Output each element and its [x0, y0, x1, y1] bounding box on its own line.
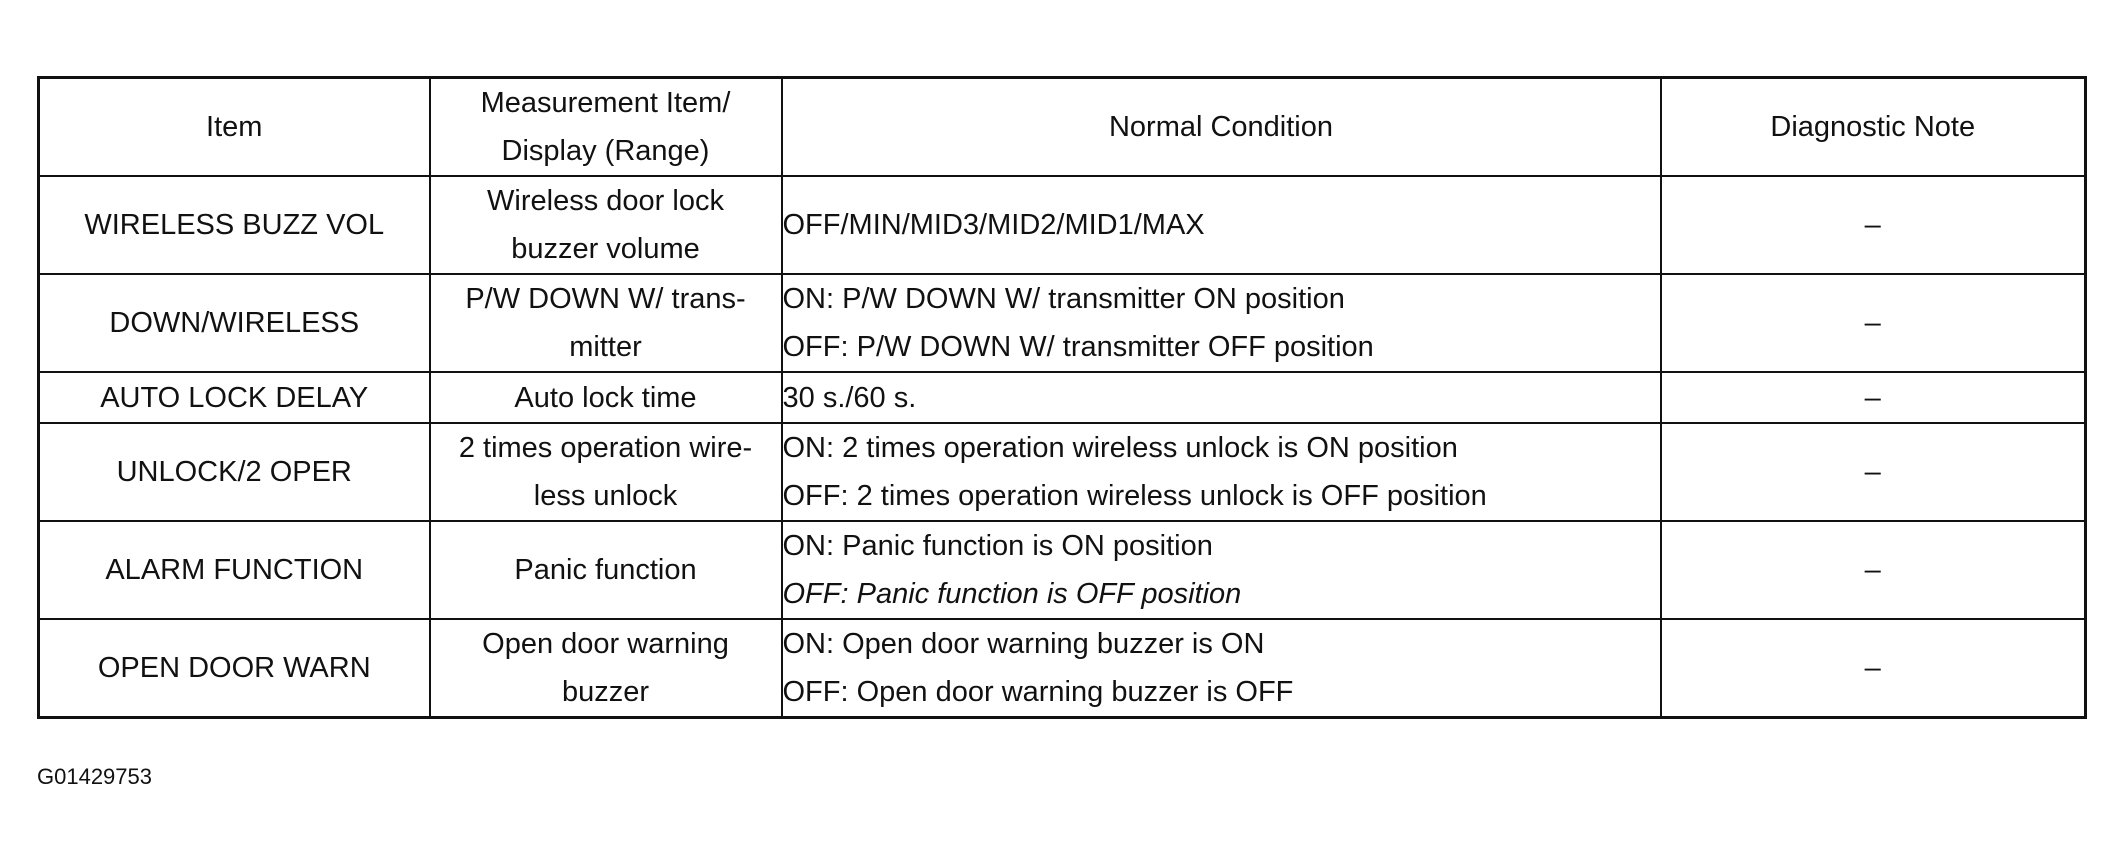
- table-row: [39, 423, 2086, 521]
- note-cell: –: [1661, 176, 2086, 274]
- condition-line: OFF: Panic function is OFF position: [782, 578, 1242, 610]
- header-measurement-line-2: Display (Range): [501, 135, 710, 167]
- measurement-line: buzzer volume: [511, 233, 700, 265]
- header-normal-condition: Normal Condition: [782, 78, 1661, 177]
- table-row: [39, 619, 2086, 718]
- table-header-row: [39, 78, 2086, 177]
- measurement-cell: [430, 176, 782, 274]
- measurement-cell: [430, 274, 782, 372]
- figure-id-caption: G01429753: [37, 764, 152, 789]
- condition-cell: [782, 521, 1661, 619]
- table-row: [39, 176, 2086, 274]
- condition-line: ON: Open door warning buzzer is ON: [782, 628, 1265, 660]
- note-cell: –: [1661, 619, 2086, 718]
- condition-cell: [782, 372, 1661, 423]
- item-cell: AUTO LOCK DELAY: [39, 372, 430, 423]
- measurement-line: P/W DOWN W/ trans-: [465, 283, 746, 315]
- condition-cell: [782, 423, 1661, 521]
- note-cell: –: [1661, 372, 2086, 423]
- header-diagnostic-note: Diagnostic Note: [1661, 78, 2086, 177]
- condition-line: OFF/MIN/MID3/MID2/MID1/MAX: [782, 209, 1205, 241]
- note-cell: –: [1661, 423, 2086, 521]
- condition-line: OFF: 2 times operation wireless unlock is OFF position: [782, 480, 1487, 512]
- measurement-line: mitter: [569, 331, 642, 363]
- table-row: [39, 274, 2086, 372]
- measurement-cell: [430, 521, 782, 619]
- note-cell: –: [1661, 274, 2086, 372]
- note-cell: –: [1661, 521, 2086, 619]
- condition-line: OFF: P/W DOWN W/ transmitter OFF position: [782, 331, 1374, 363]
- measurement-cell: [430, 619, 782, 718]
- condition-line: ON: Panic function is ON position: [782, 530, 1213, 562]
- condition-cell: [782, 619, 1661, 718]
- item-cell: ALARM FUNCTION: [39, 521, 430, 619]
- item-cell: UNLOCK/2 OPER: [39, 423, 430, 521]
- table-row: [39, 521, 2086, 619]
- header-measurement: [430, 78, 782, 177]
- measurement-line: buzzer: [561, 676, 650, 708]
- condition-line: OFF: Open door warning buzzer is OFF: [782, 676, 1294, 708]
- header-item: Item: [39, 78, 430, 177]
- data-list-table: [37, 76, 2087, 719]
- measurement-line: Open door warning: [482, 628, 729, 660]
- condition-line: 30 s./60 s.: [782, 381, 917, 414]
- measurement-line: less unlock: [533, 480, 678, 512]
- measurement-line: Auto lock time: [514, 381, 697, 414]
- item-cell: DOWN/WIRELESS: [39, 274, 430, 372]
- table-row: [39, 372, 2086, 423]
- item-cell: OPEN DOOR WARN: [39, 619, 430, 718]
- condition-line: ON: 2 times operation wireless unlock is ON position: [782, 432, 1458, 464]
- measurement-cell: [430, 423, 782, 521]
- measurement-cell: [430, 372, 782, 423]
- item-cell: WIRELESS BUZZ VOL: [39, 176, 430, 274]
- measurement-line: 2 times operation wire-: [458, 432, 753, 464]
- condition-cell: [782, 176, 1661, 274]
- condition-cell: [782, 274, 1661, 372]
- condition-line: ON: P/W DOWN W/ transmitter ON position: [782, 283, 1345, 315]
- measurement-line: Panic function: [514, 554, 697, 586]
- header-measurement-line-1: Measurement Item/: [480, 87, 731, 119]
- measurement-line: Wireless door lock: [487, 185, 724, 217]
